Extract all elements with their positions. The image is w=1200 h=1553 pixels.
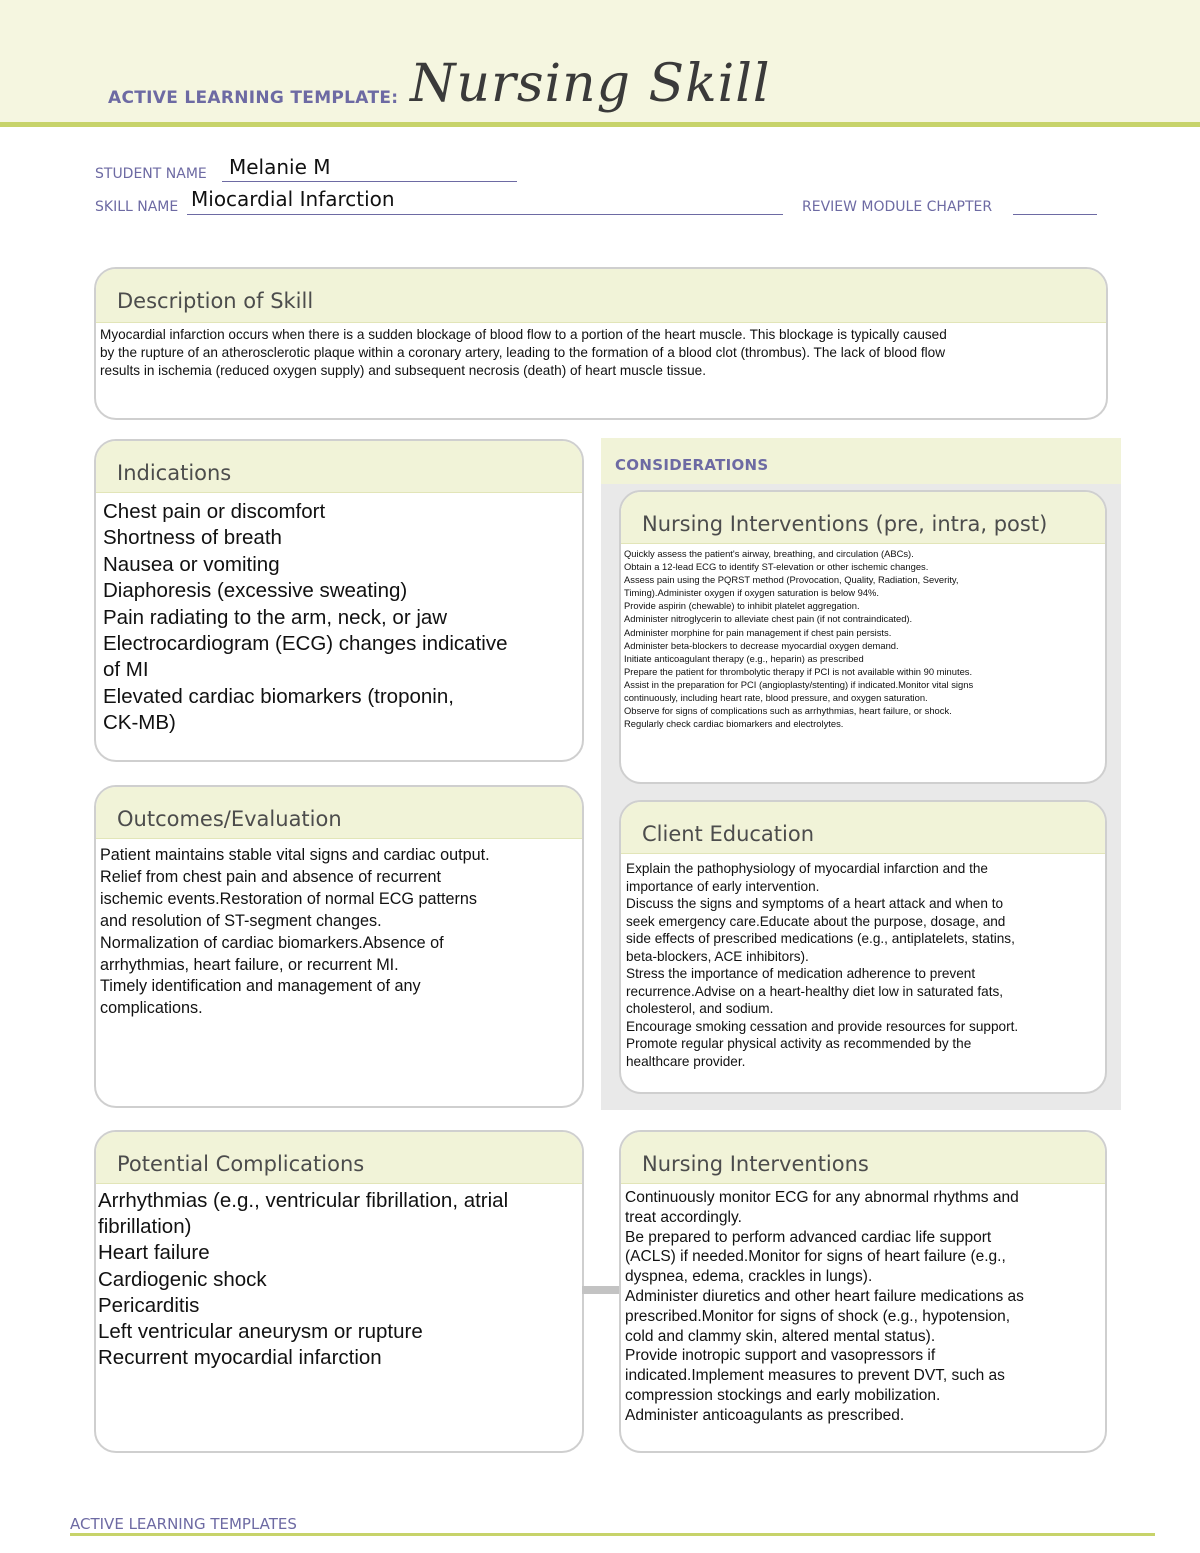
nursing-interventions-line: Administer diuretics and other heart failure medications as xyxy=(625,1287,1024,1305)
skill-name-label: SKILL NAME xyxy=(95,199,179,215)
nursing-interventions-box xyxy=(619,1130,1107,1453)
complications-line: Cardiogenic shock xyxy=(98,1267,267,1291)
complications-line: Left ventricular aneurysm or rupture xyxy=(98,1320,423,1344)
client-education-line: Encourage smoking cessation and provide resources for support. xyxy=(626,1018,1019,1034)
nip-line: continuously, including heart rate, blood pressure, and oxygen saturation. xyxy=(624,692,928,704)
indications-text[interactable] xyxy=(103,499,576,737)
description-text[interactable] xyxy=(100,326,1100,380)
nursing-interventions-pip-box xyxy=(619,490,1107,784)
nip-line: Observe for signs of complications such as arrhythmias, heart failure, or shock. xyxy=(624,705,952,717)
indications-title: Indications xyxy=(117,461,232,485)
nip-line: Assess pain using the PQRST method (Provocation, Quality, Radiation, Severity, xyxy=(624,574,959,586)
outcomes-line: and resolution of ST-segment changes. xyxy=(100,911,382,930)
nip-line: Assist in the preparation for PCI (angioplasty/stenting) if indicated.Monitor vital signs xyxy=(624,678,974,690)
description-box xyxy=(94,267,1108,420)
nursing-interventions-line: (ACLS) if needed.Monitor for signs of heart failure (e.g., xyxy=(625,1248,1006,1266)
nursing-interventions-header xyxy=(621,1132,1105,1184)
complications-header xyxy=(96,1132,582,1184)
client-education-line: healthcare provider. xyxy=(626,1053,746,1069)
indications-box xyxy=(94,439,584,762)
outcomes-box xyxy=(94,785,584,1108)
skill-name-field[interactable]: Miocardial Infarction xyxy=(191,187,395,211)
considerations-title: CONSIDERATIONS xyxy=(615,456,769,474)
outcomes-text[interactable] xyxy=(100,845,576,1020)
box-connector xyxy=(582,1286,622,1294)
outcomes-line: Patient maintains stable vital signs and cardiac output. xyxy=(100,846,490,864)
nip-line: Administer nitroglycerin to alleviate chest pain (if not contraindicated). xyxy=(624,613,913,625)
description-line: by the rupture of an atherosclerotic plaque within a coronary artery, leading to the formation of a blood clot (thrombus). The lack of blood flow xyxy=(100,345,946,360)
outcomes-line: arrhythmias, heart failure, or recurrent MI. xyxy=(100,955,399,974)
nursing-interventions-line: Be prepared to perform advanced cardiac life support xyxy=(625,1228,992,1246)
complications-line: Heart failure xyxy=(98,1241,210,1265)
outcomes-line: Timely identification and management of any xyxy=(100,977,421,996)
indications-line: Diaphoresis (excessive sweating) xyxy=(103,579,408,603)
nip-line: Timing).Administer oxygen if oxygen saturation is below 94%. xyxy=(624,587,879,599)
outcomes-header xyxy=(96,787,582,839)
client-education-line: Promote regular physical activity as recommended by the xyxy=(626,1036,972,1051)
outcomes-line: Relief from chest pain and absence of recurrent xyxy=(100,867,442,886)
footer-divider xyxy=(70,1533,1155,1536)
client-education-line: side effects of prescribed medications (e.g., antiplatelets, statins, xyxy=(626,931,1015,946)
complications-line: Pericarditis xyxy=(98,1293,200,1317)
indications-line: Shortness of breath xyxy=(103,526,282,550)
nip-line: Quickly assess the patient's airway, breathing, and circulation (ABCs). xyxy=(624,548,914,559)
indications-line: CK-MB) xyxy=(103,711,176,735)
nursing-interventions-line: dyspnea, edema, crackles in lungs). xyxy=(625,1268,873,1286)
header-divider xyxy=(0,122,1200,127)
review-module-field[interactable] xyxy=(1013,214,1097,215)
review-module-label: REVIEW MODULE CHAPTER xyxy=(802,199,993,215)
complications-text[interactable] xyxy=(98,1188,576,1371)
skill-name-line xyxy=(187,214,783,215)
client-education-box xyxy=(619,800,1107,1094)
client-education-line: recurrence.Advise on a heart-healthy diet low in saturated fats, xyxy=(626,983,1004,999)
complications-title: Potential Complications xyxy=(117,1152,365,1176)
template-label: ACTIVE LEARNING TEMPLATE: xyxy=(108,88,399,108)
nursing-interventions-title: Nursing Interventions xyxy=(642,1152,869,1176)
footer-label: ACTIVE LEARNING TEMPLATES xyxy=(70,1515,297,1533)
description-line: results in ischemia (reduced oxygen supply) and subsequent necrosis (death) of heart muscle tissue. xyxy=(100,363,706,378)
nip-line: Regularly check cardiac biomarkers and electrolytes. xyxy=(624,718,844,730)
nursing-interventions-line: indicated.Implement measures to prevent DVT, such as xyxy=(625,1367,1005,1385)
indications-line: Elevated cardiac biomarkers (troponin, xyxy=(103,684,454,708)
nursing-interventions-line: prescribed.Monitor for signs of shock (e.g., hypotension, xyxy=(625,1307,1011,1325)
indications-line: Electrocardiogram (ECG) changes indicative xyxy=(103,632,508,656)
outcomes-title: Outcomes/Evaluation xyxy=(117,807,342,831)
client-education-line: Explain the pathophysiology of myocardial infarction and the xyxy=(626,861,988,876)
client-education-line: Stress the importance of medication adherence to prevent xyxy=(626,966,976,981)
nursing-interventions-line: treat accordingly. xyxy=(625,1208,742,1226)
complications-line: Arrhythmias (e.g., ventricular fibrillation, atrial xyxy=(98,1189,509,1212)
nursing-interventions-line: compression stockings and early mobilization. xyxy=(625,1386,941,1404)
outcomes-line: Normalization of cardiac biomarkers.Absence of xyxy=(100,933,444,952)
description-header xyxy=(96,269,1106,323)
nip-line: Obtain a 12-lead ECG to identify ST-elevation or other ischemic changes. xyxy=(624,561,929,573)
nursing-interventions-pip-title: Nursing Interventions (pre, intra, post) xyxy=(642,512,1048,536)
nip-line: Prepare the patient for thrombolytic therapy if PCI is not available within 90 minutes. xyxy=(624,665,973,677)
outcomes-line: complications. xyxy=(100,999,203,1018)
indications-line: of MI xyxy=(103,658,149,682)
considerations-header xyxy=(601,438,1121,484)
nursing-interventions-line: cold and clammy skin, altered mental status). xyxy=(625,1327,936,1345)
nursing-interventions-text[interactable] xyxy=(625,1188,1099,1426)
client-education-line: seek emergency care.Educate about the purpose, dosage, and xyxy=(626,913,1006,929)
page-title: Nursing Skill xyxy=(410,54,771,114)
nursing-interventions-line: Provide inotropic support and vasopressors if xyxy=(625,1347,936,1365)
complications-box xyxy=(94,1130,584,1453)
student-name-label: STUDENT NAME xyxy=(95,166,207,182)
nip-line: Provide aspirin (chewable) to inhibit platelet aggregation. xyxy=(624,600,860,612)
description-title: Description of Skill xyxy=(117,289,314,313)
student-name-field[interactable]: Melanie M xyxy=(229,155,331,179)
nursing-interventions-line: Administer anticoagulants as prescribed. xyxy=(625,1406,905,1424)
client-education-title: Client Education xyxy=(642,822,815,846)
complications-line: Recurrent myocardial infarction xyxy=(98,1346,382,1370)
client-education-text[interactable] xyxy=(626,860,1099,1070)
indications-line: Pain radiating to the arm, neck, or jaw xyxy=(103,605,448,629)
client-education-line: cholesterol, and sodium. xyxy=(626,1001,774,1016)
outcomes-line: ischemic events.Restoration of normal ECG patterns xyxy=(100,889,477,908)
client-education-line: importance of early intervention. xyxy=(626,878,820,894)
indications-line: Nausea or vomiting xyxy=(103,552,280,576)
nip-line: Administer morphine for pain management if chest pain persists. xyxy=(624,626,892,638)
nip-line: Administer beta-blockers to decrease myocardial oxygen demand. xyxy=(624,639,899,651)
client-education-header xyxy=(621,802,1105,854)
client-education-line: Discuss the signs and symptoms of a heart attack and when to xyxy=(626,896,1004,911)
nip-line: Initiate anticoagulant therapy (e.g., heparin) as prescribed xyxy=(624,652,864,664)
client-education-line: beta-blockers, ACE inhibitors). xyxy=(626,948,809,964)
indications-header xyxy=(96,441,582,493)
complications-line: fibrillation) xyxy=(98,1215,192,1239)
student-name-line xyxy=(222,181,517,182)
nursing-interventions-pip-header xyxy=(621,492,1105,544)
indications-line: Chest pain or discomfort xyxy=(103,500,326,523)
description-line: Myocardial infarction occurs when there is a sudden blockage of blood flow to a portion of the heart muscle. This blockage is typically caused xyxy=(100,327,947,342)
nursing-interventions-line: Continuously monitor ECG for any abnormal rhythms and xyxy=(625,1189,1019,1206)
nursing-interventions-pip-text[interactable] xyxy=(624,547,1099,730)
